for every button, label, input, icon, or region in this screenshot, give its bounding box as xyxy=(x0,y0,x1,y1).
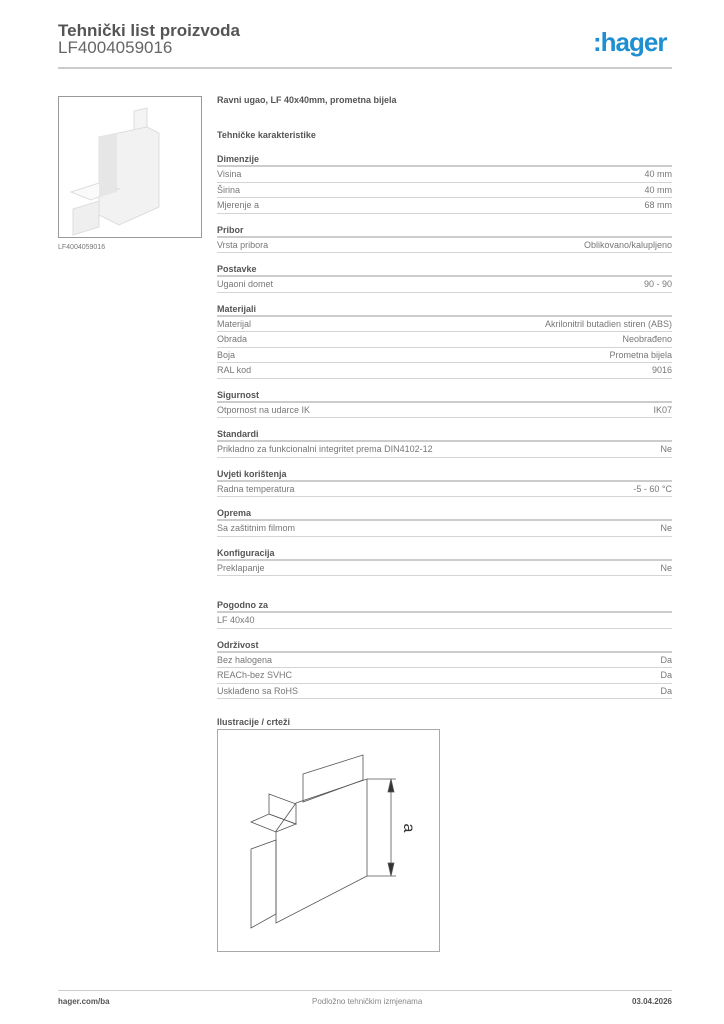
spec-label: Radna temperatura xyxy=(217,483,295,494)
technical-drawing xyxy=(217,729,440,952)
spec-value: Da xyxy=(660,685,672,696)
spec-section xyxy=(217,302,672,379)
spec-row xyxy=(217,317,672,333)
spec-value: Da xyxy=(660,670,672,680)
spec-row xyxy=(217,183,672,199)
header-divider xyxy=(58,67,672,69)
spec-row xyxy=(217,684,672,700)
spec-section xyxy=(217,427,672,458)
spec-value: 90 - 90 xyxy=(643,279,672,289)
spec-value: 68 mm xyxy=(644,200,672,210)
page-title: Tehnički list proizvoda xyxy=(58,21,240,40)
section-heading: Sigurnost xyxy=(217,388,672,403)
spec-label: Materijal xyxy=(217,318,252,329)
spec-value: Oblikovano/kalupljeno xyxy=(583,239,672,250)
product-image xyxy=(58,96,202,238)
section-heading: Oprema xyxy=(217,506,672,521)
spec-label: Obrada xyxy=(217,334,248,344)
spec-value: 9016 xyxy=(651,365,672,375)
spec-section xyxy=(217,152,672,214)
spec-row xyxy=(217,198,672,214)
spec-value: Ne xyxy=(660,562,672,573)
section-heading: Dimenzije xyxy=(217,152,672,167)
spec-panel xyxy=(217,95,672,727)
spec-label: Širina xyxy=(217,184,241,195)
spec-section xyxy=(217,638,672,700)
spec-row xyxy=(217,277,672,293)
section-heading: Konfiguracija xyxy=(217,546,672,561)
spec-label: Boja xyxy=(217,349,236,360)
spec-row xyxy=(217,403,672,419)
spec-row xyxy=(217,348,672,364)
spec-section xyxy=(217,388,672,419)
spec-section xyxy=(217,506,672,537)
spec-section xyxy=(217,262,672,293)
spec-value: IK07 xyxy=(653,404,672,415)
footer-divider xyxy=(58,990,672,991)
footer-date: 03.04.2026 xyxy=(631,997,672,1006)
spec-label: Sa zaštitnim filmom xyxy=(217,523,296,533)
spec-value: Neobrađeno xyxy=(622,334,672,344)
footer-website: hager.com/ba xyxy=(58,997,110,1006)
spec-row xyxy=(217,561,672,577)
spec-section xyxy=(217,546,672,577)
image-caption: LF4004059016 xyxy=(58,244,106,251)
spec-label: Mjerenje a xyxy=(217,200,260,210)
spec-value: 40 mm xyxy=(644,184,672,195)
spec-row xyxy=(217,482,672,498)
spec-value: Ne xyxy=(660,444,672,454)
section-heading: Održivost xyxy=(217,638,672,653)
illustration-heading: Ilustracije / crteži xyxy=(217,717,291,727)
section-heading: Pogodno za xyxy=(217,598,672,613)
dimension-label: a xyxy=(400,823,417,833)
product-name: Ravni ugao, LF 40x40mm, prometna bijela xyxy=(217,95,397,105)
spec-row xyxy=(217,167,672,183)
spec-value: Prometna bijela xyxy=(609,349,672,360)
section-heading: Standardi xyxy=(217,427,672,442)
spec-section xyxy=(217,598,672,629)
product-code: LF4004059016 xyxy=(58,38,173,57)
spec-value: Ne xyxy=(660,523,672,533)
spec-section xyxy=(217,223,672,254)
spec-row xyxy=(217,332,672,348)
section-heading: Materijali xyxy=(217,302,672,317)
spec-row xyxy=(217,653,672,669)
spec-label: Visina xyxy=(217,169,242,179)
spec-label: Vrsta pribora xyxy=(217,239,269,250)
spec-row xyxy=(217,238,672,254)
section-gap xyxy=(217,585,672,598)
section-heading: Pribor xyxy=(217,223,672,238)
tech-heading: Tehničke karakteristike xyxy=(217,130,316,140)
hager-logo: :hager xyxy=(593,27,667,57)
spec-label: Otpornost na udarce IK xyxy=(217,404,311,415)
footer-note: Podložno tehničkim izmjenama xyxy=(312,997,423,1006)
spec-row xyxy=(217,668,672,684)
section-heading: Uvjeti korištenja xyxy=(217,467,672,482)
spec-label: Bez halogena xyxy=(217,654,273,665)
section-heading: Postavke xyxy=(217,262,672,277)
spec-label: Prikladno za funkcionalni integritet prema DIN4102-12 xyxy=(217,444,433,454)
spec-row xyxy=(217,442,672,458)
spec-label: REACh-bez SVHC xyxy=(217,670,293,680)
spec-label: Preklapanje xyxy=(217,562,265,573)
spec-section xyxy=(217,467,672,498)
spec-value: Da xyxy=(660,654,672,665)
spec-label: LF 40x40 xyxy=(217,615,255,625)
spec-label: RAL kod xyxy=(217,365,252,375)
spec-value: 40 mm xyxy=(644,169,672,179)
spec-value: -5 - 60 °C xyxy=(633,483,672,494)
spec-row xyxy=(217,521,672,537)
spec-value: Akrilonitril butadien stiren (ABS) xyxy=(544,318,672,329)
spec-label: Usklađeno sa RoHS xyxy=(217,685,299,696)
spec-row xyxy=(217,613,672,629)
spec-row xyxy=(217,363,672,379)
spec-label: Ugaoni domet xyxy=(217,279,274,289)
